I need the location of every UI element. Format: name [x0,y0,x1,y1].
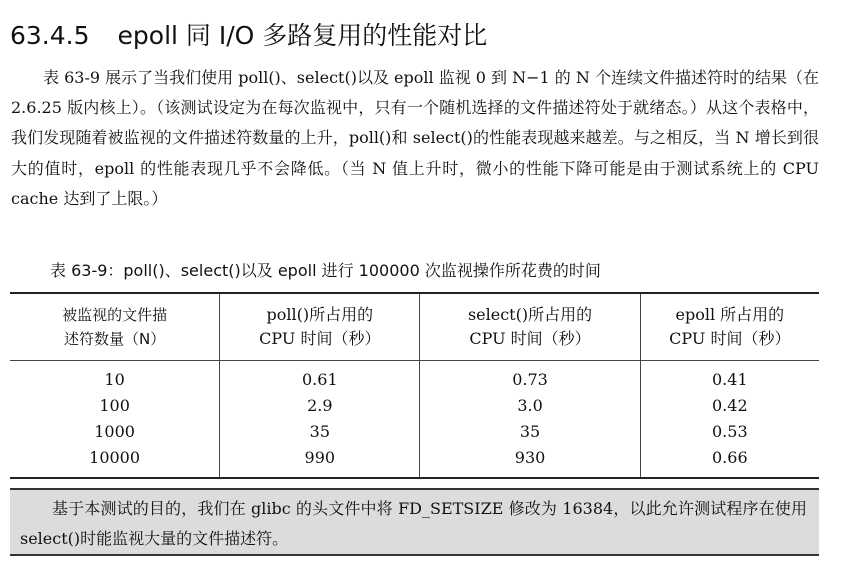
cell-epoll-time: 0.66 [640,445,819,478]
performance-table [10,292,819,479]
cell-select-time: 3.0 [420,393,640,419]
table-row [10,393,819,419]
cell-select-time: 930 [420,445,640,478]
cell-select-time: 0.73 [420,361,640,394]
table-header-row [10,293,819,361]
cell-poll-time: 2.9 [220,393,420,419]
cell-poll-time: 35 [220,419,420,445]
section-number: 63.4.5 [10,21,90,50]
cell-fd-count: 10000 [89,448,141,467]
header-line: CPU 时间（秒） [259,329,381,348]
cell-fd-count: 10 [104,370,125,389]
section-heading [10,18,487,54]
table-caption: 表 63-9：poll()、select()以及 epoll 进行 100000 次监视操作所花费的时间 [50,261,601,280]
header-line: CPU 时间（秒） [669,329,791,348]
cell-fd-count: 1000 [94,422,135,441]
table-row [10,445,819,478]
header-line: select()所占用的 [467,305,593,324]
header-line: CPU 时间（秒） [469,329,591,348]
table-row [10,361,819,394]
note-box [10,488,819,556]
header-select-time [420,293,640,361]
header-line: 述符数量（N） [63,330,166,348]
section-title-text: epoll 同 I/O 多路复用的性能对比 [117,21,488,50]
cell-epoll-time: 0.42 [640,393,819,419]
header-poll-time [220,293,420,361]
header-epoll-time [640,293,819,361]
header-line: 被监视的文件描 [62,306,168,324]
cell-epoll-time: 0.53 [640,419,819,445]
cell-poll-time: 990 [220,445,420,478]
cell-epoll-time: 0.41 [640,361,819,394]
header-fd-count [10,293,220,361]
body-paragraph: 表 63-9 展示了当我们使用 poll()、select()以及 epoll 监视 0 到 N−1 的 N 个连续文件描述符时的结果（在 2.6.25 版内核上）。（该测试设定为在每次监视中，只有一个随机选择的文件描述符处于就绪态。）从这个表格中，我们发现随着被监视的文件描述符数量的上升，poll()和 select()的性能表现越来越差。与之相反，当 N 增长到很大的值时，epoll 的性能表现几乎不会降低。（当 N 值上升时，微小的性能下降可能是由于测试系统上的 CPU cache 达到了上限。） [11,68,819,208]
cell-poll-time: 0.61 [220,361,420,394]
table-row [10,419,819,445]
cell-fd-count: 100 [99,396,130,415]
header-line: epoll 所占用的 [675,305,785,324]
cell-select-time: 35 [420,419,640,445]
header-line: poll()所占用的 [266,305,374,324]
note-text: 基于本测试的目的，我们在 glibc 的头文件中将 FD_SETSIZE 修改为 16384，以此允许测试程序在使用 select()时能监视大量的文件描述符。 [20,499,807,548]
